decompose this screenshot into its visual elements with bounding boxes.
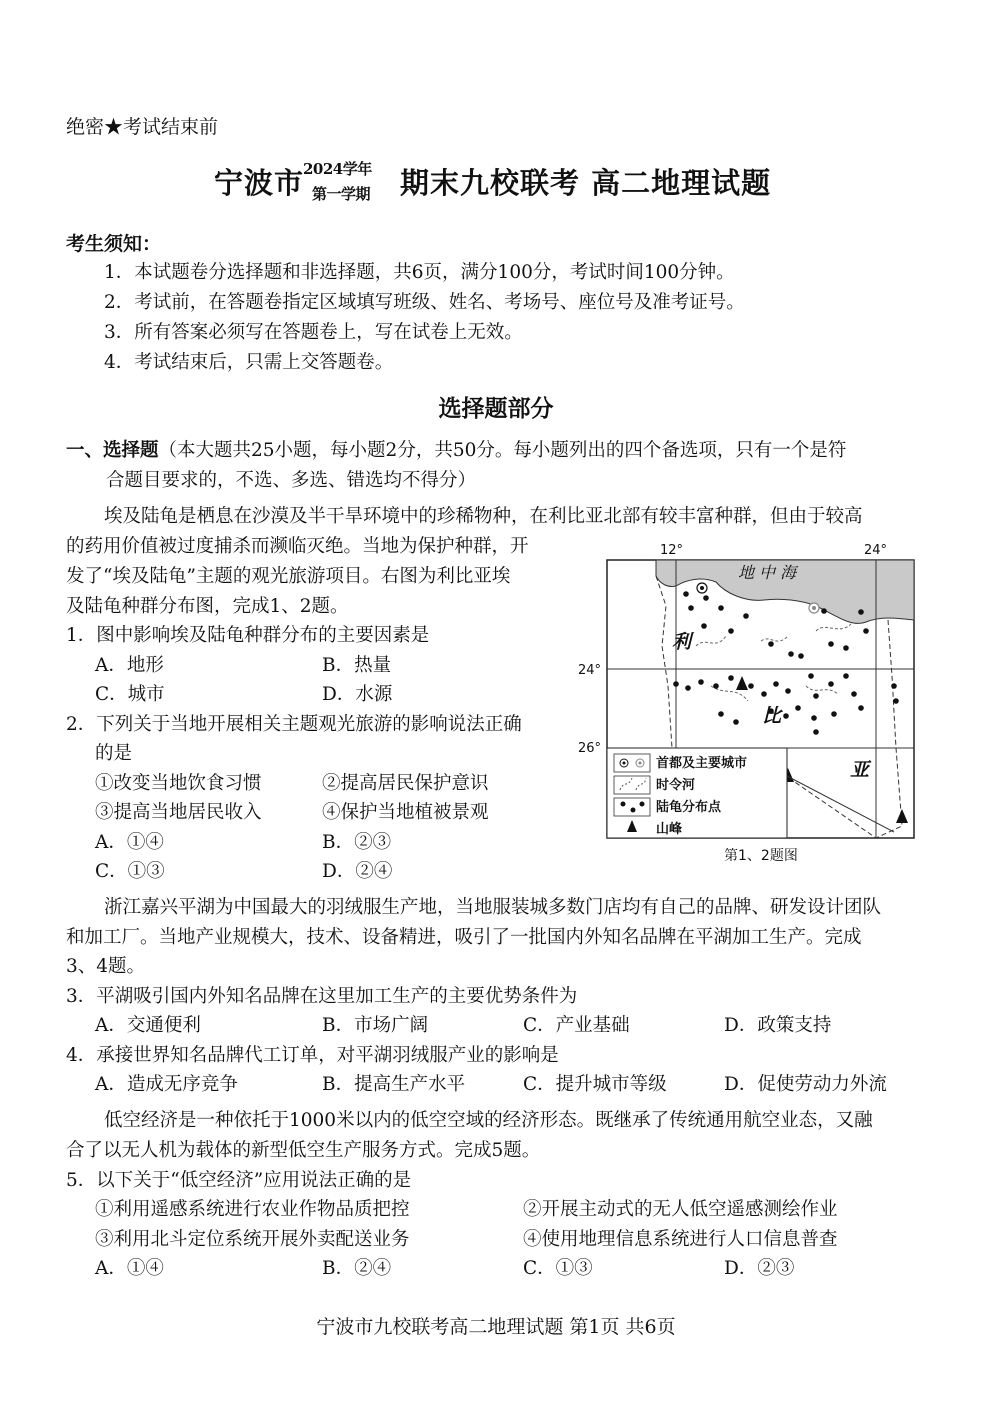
sea-label: 地 中 海 — [738, 563, 797, 582]
country-label-3: 亚 — [850, 759, 870, 781]
q4-option-d: D．促使劳动力外流 — [724, 1074, 887, 1095]
q2-statement-4: ④保护当地植被景观 — [322, 802, 489, 823]
q1-option-d: D．水源 — [322, 684, 393, 705]
passage2-line: 和加工厂。当地产业规模大，技术、设备精进，吸引了一批国内外知名品牌在平湖加工生产。完成 — [66, 927, 862, 948]
q1-option-c: C．城市 — [95, 684, 165, 705]
part1-instructions — [66, 436, 846, 466]
q1-option-a: A．地形 — [95, 655, 164, 676]
q4-option-a: A．造成无序竞争 — [95, 1074, 238, 1095]
passage1-line: 的药用价值被过度捕杀而濒临灭绝。当地为保护种群，开 — [66, 536, 529, 557]
tortoise-distribution-map — [576, 536, 928, 872]
part1-instr-line1: （本大题共25小题，每小题2分，共50分。每小题列出的四个备选项，只有一个是符 — [158, 440, 847, 461]
q1-stem: 1．图中影响埃及陆龟种群分布的主要因素是 — [66, 625, 430, 646]
q5-option-b: B．②④ — [322, 1258, 392, 1279]
q4-stem: 4．承接世界知名品牌代工订单，对平湖羽绒服产业的影响是 — [66, 1045, 559, 1066]
notice-item: 1．本试题卷分选择题和非选择题，共6页，满分100分，考试时间100分钟。 — [104, 262, 735, 283]
q3-option-c: C．产业基础 — [523, 1015, 630, 1036]
legend-tortoise-label: 陆龟分布点 — [656, 800, 722, 815]
q3-option-b: B．市场广阔 — [322, 1015, 429, 1036]
confidential-label: 绝密★考试结束前 — [66, 116, 219, 138]
q2-option-d: D．②④ — [322, 861, 393, 882]
country-label-2: 比 — [762, 705, 782, 727]
passage2-line: 浙江嘉兴平湖为中国最大的羽绒服生产地，当地服装城多数门店均有自己的品牌、研发设计团队 — [104, 897, 882, 918]
legend-peak-label: 山峰 — [656, 822, 683, 837]
page-title: 期末九校联考 高二地理试题 — [400, 166, 772, 200]
q5-stem: 5．以下关于“低空经济”应用说法正确的是 — [66, 1170, 412, 1191]
q4-option-b: B．提高生产水平 — [322, 1074, 466, 1095]
notice-heading: 考生须知： — [66, 233, 162, 255]
q2-stem-cont: 的是 — [95, 743, 133, 764]
notice-item: 3．所有答案必须写在答题卷上，写在试卷上无效。 — [104, 322, 523, 343]
part1-label: 一、选择题 — [66, 440, 159, 461]
q5-option-a: A．①④ — [95, 1258, 164, 1279]
title-semester: 第一学期 — [312, 185, 371, 203]
q5-option-c: C．①③ — [523, 1258, 593, 1279]
passage1-line: 及陆龟种群分布图，完成1、2题。 — [66, 596, 349, 617]
capital-city-dot — [700, 586, 704, 590]
q5-statement-4: ④使用地理信息系统进行人口信息普查 — [523, 1229, 838, 1250]
q2-statement-3: ③提高当地居民收入 — [95, 802, 262, 823]
lat-label-24: 24° — [578, 663, 602, 678]
legend-river-label: 时令河 — [656, 778, 696, 793]
passage2-line: 3、4题。 — [66, 956, 146, 977]
section-title: 选择题部分 — [438, 395, 554, 422]
q5-statement-3: ③利用北斗定位系统开展外卖配送业务 — [95, 1229, 410, 1250]
q2-option-b: B．②③ — [322, 832, 392, 853]
title-year: 2024学年 — [303, 160, 372, 178]
country-label-1: 利 — [672, 631, 692, 653]
q5-option-d: D．②③ — [724, 1258, 795, 1279]
major-city-dot — [812, 606, 816, 610]
q2-statement-2: ②提高居民保护意识 — [322, 773, 489, 794]
passage1-line: 发了“埃及陆龟”主题的观光旅游项目。右图为利比亚埃 — [66, 566, 511, 587]
figure-caption: 第1、2题图 — [724, 848, 798, 864]
q3-option-a: A．交通便利 — [95, 1015, 201, 1036]
q2-stem: 2．下列关于当地开展相关主题观光旅游的影响说法正确 — [66, 714, 522, 735]
lon-label-24: 24° — [864, 543, 888, 558]
title-city: 宁波市 — [214, 166, 305, 200]
legend-city-label: 首都及主要城市 — [656, 756, 748, 771]
q2-option-a: A．①④ — [95, 832, 164, 853]
q5-statement-1: ①利用遥感系统进行农业作物品质把控 — [95, 1199, 410, 1220]
page-footer: 宁波市九校联考高二地理试题 第1页 共6页 — [316, 1316, 676, 1338]
q1-option-b: B．热量 — [322, 655, 392, 676]
q2-option-c: C．①③ — [95, 861, 165, 882]
lon-label-12: 12° — [660, 543, 684, 558]
notice-item: 2．考试前，在答题卷指定区域填写班级、姓名、考场号、座位号及准考证号。 — [104, 292, 745, 313]
q3-option-d: D．政策支持 — [724, 1015, 832, 1036]
q4-option-c: C．提升城市等级 — [523, 1074, 667, 1095]
passage1-line: 埃及陆龟是栖息在沙漠及半干旱环境中的珍稀物种，在利比亚北部有较丰富种群，但由于较高 — [104, 506, 863, 527]
passage3-line: 合了以无人机为载体的新型低空生产服务方式。完成5题。 — [66, 1140, 541, 1161]
lat-label-26: 26° — [578, 741, 602, 756]
part1-instr-line2: 合题目要求的，不选、多选、错选均不得分） — [106, 470, 477, 491]
passage3-line: 低空经济是一种依托于1000米以内的低空空域的经济形态。既继承了传统通用航空业态，又融 — [104, 1110, 873, 1131]
q2-statement-1: ①改变当地饮食习惯 — [95, 773, 262, 794]
q5-statement-2: ②开展主动式的无人低空遥感测绘作业 — [523, 1199, 838, 1220]
q3-stem: 3．平湖吸引国内外知名品牌在这里加工生产的主要优势条件为 — [66, 986, 578, 1007]
notice-item: 4．考试结束后，只需上交答题卷。 — [104, 352, 394, 373]
